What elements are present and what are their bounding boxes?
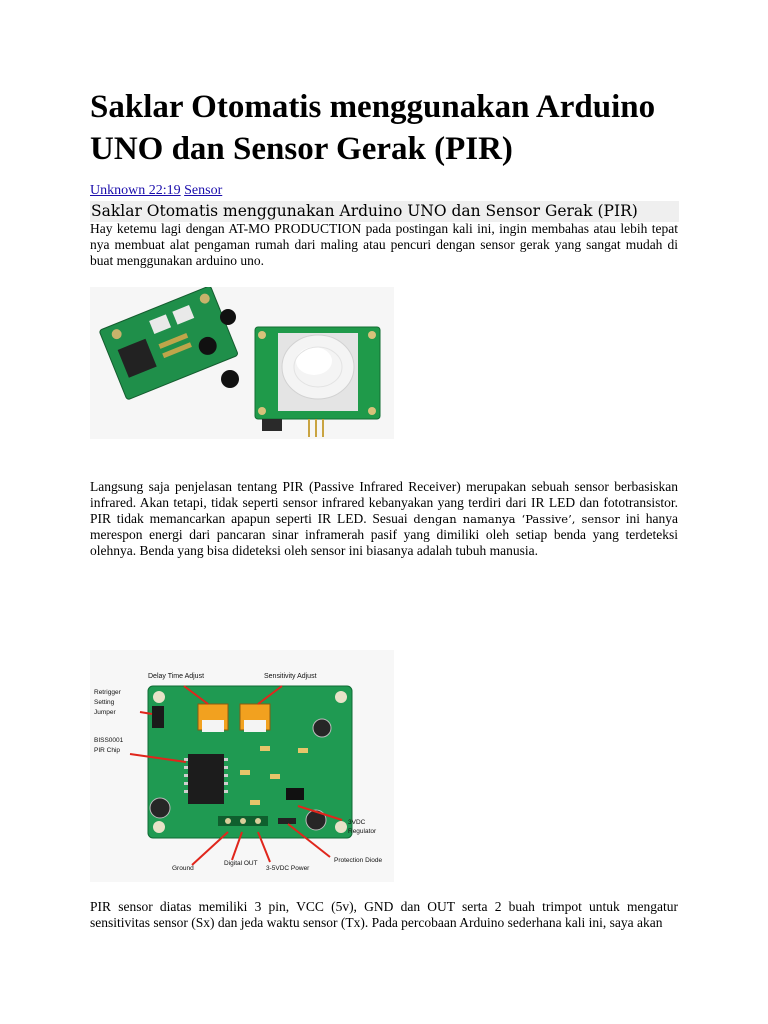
label-retrigger-3: Jumper bbox=[94, 709, 116, 716]
label-protection-diode: Protection Diode bbox=[334, 857, 383, 864]
paragraph-pir-part-c: ini hanya merespon energi dari pancaran sinar inframerah pasif yang dimiliki oleh setiap benda yang terdeteksi olehnya. Benda yang bisa dideteksi oleh sensor ini biasanya adalah tubuh manusia. bbox=[90, 511, 678, 558]
category-link[interactable]: Sensor bbox=[184, 183, 223, 198]
pir-sensor-photo bbox=[90, 287, 394, 439]
label-sensitivity-adjust: Sensitivity Adjust bbox=[264, 673, 317, 680]
post-meta bbox=[90, 182, 222, 200]
article-subtitle: Saklar Otomatis menggunakan Arduino UNO dan Sensor Gerak (PIR) bbox=[90, 201, 679, 222]
paragraph-pir-explanation bbox=[90, 479, 678, 559]
label-digital-out: Digital OUT bbox=[224, 860, 258, 867]
pir-board-diagram bbox=[90, 650, 394, 882]
paragraph-pir-part-a: Langsung saja penjelasan tentang PIR (Passive Infrared Receiver) merupakan sebuah sensor berbasiskan infrared. Akan tetapi, tidak seperti sensor infrared kebanyakan yang terdiri dari IR LED dan fototransistor. PIR tidak memancarkan apapun seperti IR LED. Sesuai bbox=[90, 479, 678, 526]
paragraph-pins: PIR sensor diatas memiliki 3 pin, VCC (5v), GND dan OUT serta 2 buah trimpot untuk mengatur sensitivitas sensor (Sx) dan jeda waktu sensor (Tx). Pada percobaan Arduino sederhana kali ini, saya akan bbox=[90, 899, 678, 930]
author-time-link[interactable]: Unknown 22:19 bbox=[90, 183, 181, 198]
paragraph-intro: Hay ketemu lagi dengan AT-MO PRODUCTION pada postingan kali ini, ingin membahas atau lebih tepat nya membuat alat pengaman rumah dari maling atau pencuri dengan sensor gerak yang sangat mudah di buat menggunakan arduino uno. bbox=[90, 221, 678, 268]
article-title: Saklar Otomatis menggunakan Arduino UNO dan Sensor Gerak (PIR) bbox=[90, 89, 656, 167]
label-chip-2: PIR Chip bbox=[94, 747, 121, 754]
label-regulator-1: 3VDC bbox=[348, 819, 366, 826]
label-regulator-2: Regulator bbox=[348, 828, 377, 835]
paragraph-pir-part-b: dengan namanya ‘Passive’, sensor bbox=[413, 512, 620, 526]
label-retrigger-2: Setting bbox=[94, 699, 115, 706]
label-ground: Ground bbox=[172, 865, 194, 872]
label-chip-1: BISS0001 bbox=[94, 737, 124, 744]
label-retrigger-1: Retrigger bbox=[94, 689, 121, 696]
label-power: 3-5VDC Power bbox=[266, 865, 310, 872]
label-delay-time-adjust: Delay Time Adjust bbox=[148, 673, 205, 680]
